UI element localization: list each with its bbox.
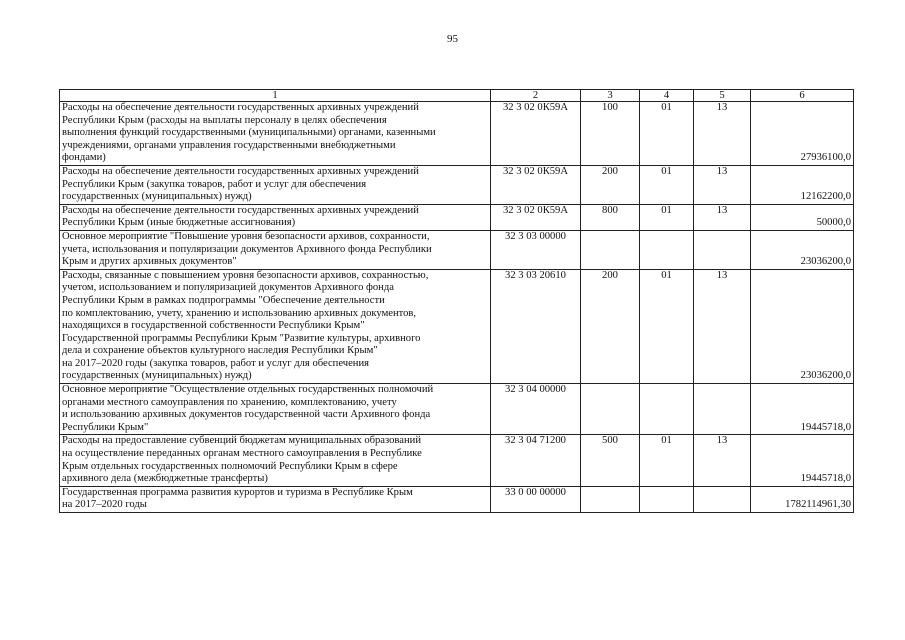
row-col-5: 13 bbox=[694, 269, 751, 383]
row-col-5 bbox=[694, 230, 751, 269]
header-col-1: 1 bbox=[60, 90, 491, 102]
row-col-3 bbox=[581, 486, 640, 512]
row-col-5: 13 bbox=[694, 204, 751, 230]
row-description: Государственная программа развития курортов и туризма в Республике Крым на 2017–2020 годы bbox=[60, 486, 491, 512]
row-col-4 bbox=[640, 486, 694, 512]
row-description: Основное мероприятие "Повышение уровня безопасности архивов, сохранности, учета, использования и популяризации документов Архивного фонда Республики Крым и других архивных документов" bbox=[60, 230, 491, 269]
row-description: Расходы на предоставление субвенций бюджетам муниципальных образований на осуществление переданных органам местного самоуправления в Республике Крым отдельных государственных полномочий Республики Крым в сфере архивного дела (межбюджетные трансферты) bbox=[60, 435, 491, 486]
row-col-4: 01 bbox=[640, 204, 694, 230]
table-row bbox=[60, 435, 854, 486]
row-amount: 1782114961,30 bbox=[751, 486, 854, 512]
row-amount: 23036200,0 bbox=[751, 230, 854, 269]
row-col-3: 100 bbox=[581, 102, 640, 166]
row-target-code: 32 3 03 00000 bbox=[491, 230, 581, 269]
row-col-4: 01 bbox=[640, 269, 694, 383]
row-col-5 bbox=[694, 384, 751, 435]
header-col-4: 4 bbox=[640, 90, 694, 102]
row-description: Основное мероприятие "Осуществление отдельных государственных полномочий органами местного самоуправления по хранению, комплектованию, учету и использованию архивных документов государственной части Архивного фонда Республики Крым" bbox=[60, 384, 491, 435]
row-description: Расходы, связанные с повышением уровня безопасности архивов, сохранностью, учетом, использованием и популяризацией документов Архивного фонда Республики Крым в рамках подпрограммы "Обеспечение деятельности по комплектованию, учету, хранению и использованию архивных документов, находящихся в государственной собственности Республики Крым" Государственной программы Республики Крым "Развитие культуры, архивного дела и сохранение объектов культурного наследия Республики Крым" на 2017–2020 годы (закупка товаров, работ и услуг для обеспечения государственных (муниципальных) нужд) bbox=[60, 269, 491, 383]
row-col-3: 500 bbox=[581, 435, 640, 486]
row-col-3: 800 bbox=[581, 204, 640, 230]
table-row bbox=[60, 204, 854, 230]
row-col-5: 13 bbox=[694, 435, 751, 486]
table-row bbox=[60, 230, 854, 269]
row-description: Расходы на обеспечение деятельности государственных архивных учреждений Республики Крым (иные бюджетные ассигнования) bbox=[60, 204, 491, 230]
row-amount: 23036200,0 bbox=[751, 269, 854, 383]
header-row bbox=[60, 90, 854, 102]
row-col-4: 01 bbox=[640, 102, 694, 166]
header-col-2: 2 bbox=[491, 90, 581, 102]
row-col-3: 200 bbox=[581, 269, 640, 383]
row-description: Расходы на обеспечение деятельности государственных архивных учреждений Республики Крым (расходы на выплаты персоналу в целях обеспечения выполнения функций государственными (муниципальными) органами, казенными учреждениями, органами управления государственными внебюджетными фондами) bbox=[60, 102, 491, 166]
row-col-4: 01 bbox=[640, 165, 694, 204]
row-amount: 19445718,0 bbox=[751, 384, 854, 435]
row-amount: 19445718,0 bbox=[751, 435, 854, 486]
header-col-6: 6 bbox=[751, 90, 854, 102]
row-col-3 bbox=[581, 230, 640, 269]
row-amount: 27936100,0 bbox=[751, 102, 854, 166]
row-col-4 bbox=[640, 384, 694, 435]
row-col-5 bbox=[694, 486, 751, 512]
row-col-4 bbox=[640, 230, 694, 269]
table-row bbox=[60, 384, 854, 435]
row-target-code: 32 3 03 20610 bbox=[491, 269, 581, 383]
header-col-3: 3 bbox=[581, 90, 640, 102]
row-target-code: 32 3 04 71200 bbox=[491, 435, 581, 486]
row-col-3: 200 bbox=[581, 165, 640, 204]
table-row bbox=[60, 269, 854, 383]
table-row bbox=[60, 486, 854, 512]
row-target-code: 32 3 02 0К59А bbox=[491, 102, 581, 166]
row-target-code: 32 3 02 0К59А bbox=[491, 204, 581, 230]
row-amount: 12162200,0 bbox=[751, 165, 854, 204]
row-col-3 bbox=[581, 384, 640, 435]
row-col-5: 13 bbox=[694, 165, 751, 204]
page-number: 95 bbox=[447, 33, 458, 45]
table-row bbox=[60, 102, 854, 166]
row-target-code: 32 3 04 00000 bbox=[491, 384, 581, 435]
row-target-code: 32 3 02 0К59А bbox=[491, 165, 581, 204]
row-col-5: 13 bbox=[694, 102, 751, 166]
budget-table bbox=[59, 89, 854, 513]
row-col-4: 01 bbox=[640, 435, 694, 486]
header-col-5: 5 bbox=[694, 90, 751, 102]
row-amount: 50000,0 bbox=[751, 204, 854, 230]
table-row bbox=[60, 165, 854, 204]
row-target-code: 33 0 00 00000 bbox=[491, 486, 581, 512]
row-description: Расходы на обеспечение деятельности государственных архивных учреждений Республики Крым (закупка товаров, работ и услуг для обеспечения государственных (муниципальных) нужд) bbox=[60, 165, 491, 204]
